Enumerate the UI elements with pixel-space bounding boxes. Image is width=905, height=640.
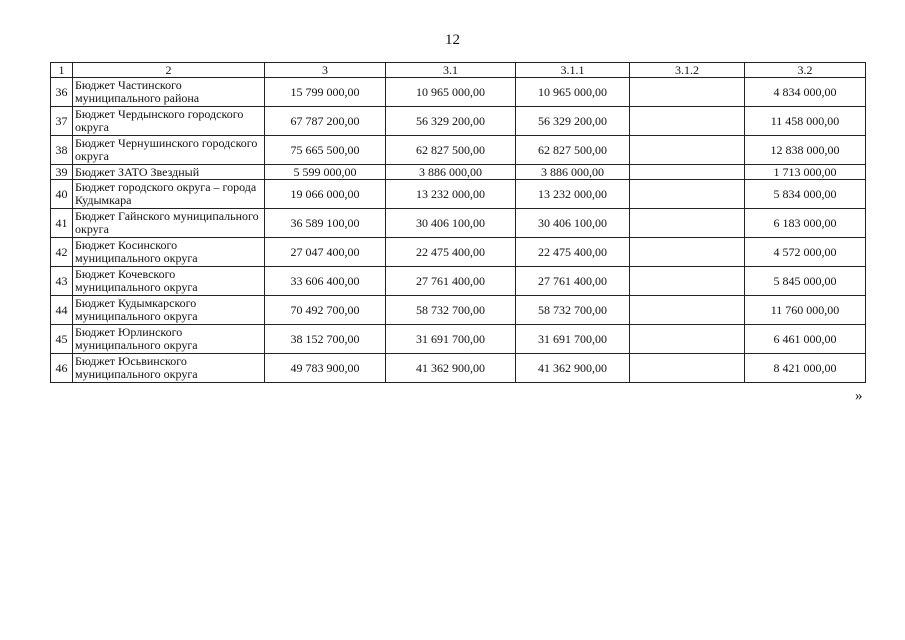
amount-3-1-1: 31 691 700,00 xyxy=(516,325,630,354)
header-col-3-1-1: 3.1.1 xyxy=(516,63,630,78)
amount-3-1-2 xyxy=(630,325,745,354)
budget-table xyxy=(50,62,866,383)
header-col-3-2: 3.2 xyxy=(745,63,866,78)
amount-total: 49 783 900,00 xyxy=(265,354,386,383)
row-number: 45 xyxy=(51,325,73,354)
header-col-2: 2 xyxy=(73,63,265,78)
amount-3-1: 10 965 000,00 xyxy=(386,78,516,107)
amount-3-2: 1 713 000,00 xyxy=(745,165,866,180)
row-number: 43 xyxy=(51,267,73,296)
amount-3-1: 41 362 900,00 xyxy=(386,354,516,383)
amount-3-1-2 xyxy=(630,209,745,238)
amount-3-1-2 xyxy=(630,238,745,267)
amount-total: 67 787 200,00 xyxy=(265,107,386,136)
amount-3-1-1: 41 362 900,00 xyxy=(516,354,630,383)
table-row xyxy=(51,78,866,107)
row-number: 46 xyxy=(51,354,73,383)
budget-name: Бюджет Косинского муниципального округа xyxy=(73,238,265,267)
budget-name: Бюджет ЗАТО Звездный xyxy=(73,165,265,180)
row-number: 42 xyxy=(51,238,73,267)
amount-total: 15 799 000,00 xyxy=(265,78,386,107)
amount-3-1-1: 3 886 000,00 xyxy=(516,165,630,180)
amount-3-2: 11 760 000,00 xyxy=(745,296,866,325)
amount-3-2: 5 834 000,00 xyxy=(745,180,866,209)
row-number: 39 xyxy=(51,165,73,180)
amount-3-1: 62 827 500,00 xyxy=(386,136,516,165)
header-col-3-1-2: 3.1.2 xyxy=(630,63,745,78)
amount-total: 33 606 400,00 xyxy=(265,267,386,296)
amount-3-1-2 xyxy=(630,354,745,383)
table-header-row xyxy=(51,63,866,78)
amount-3-1-1: 13 232 000,00 xyxy=(516,180,630,209)
amount-3-2: 5 845 000,00 xyxy=(745,267,866,296)
amount-total: 5 599 000,00 xyxy=(265,165,386,180)
amount-3-2: 6 461 000,00 xyxy=(745,325,866,354)
table-row xyxy=(51,107,866,136)
amount-3-2: 6 183 000,00 xyxy=(745,209,866,238)
budget-name: Бюджет Юсьвинского муниципального округа xyxy=(73,354,265,383)
row-number: 36 xyxy=(51,78,73,107)
table-row xyxy=(51,267,866,296)
header-col-1: 1 xyxy=(51,63,73,78)
amount-3-2: 11 458 000,00 xyxy=(745,107,866,136)
amount-3-1-2 xyxy=(630,296,745,325)
table-row xyxy=(51,238,866,267)
table-row xyxy=(51,209,866,238)
budget-name: Бюджет Кудымкарского муниципального округа xyxy=(73,296,265,325)
amount-3-1-1: 22 475 400,00 xyxy=(516,238,630,267)
closing-quote-mark: » xyxy=(855,388,863,404)
budget-name: Бюджет Частинского муниципального района xyxy=(73,78,265,107)
budget-name: Бюджет Гайнского муниципального округа xyxy=(73,209,265,238)
amount-3-1-2 xyxy=(630,136,745,165)
budget-name: Бюджет Чернушинского городского округа xyxy=(73,136,265,165)
header-col-3-1: 3.1 xyxy=(386,63,516,78)
amount-3-1: 31 691 700,00 xyxy=(386,325,516,354)
row-number: 40 xyxy=(51,180,73,209)
amount-3-1-2 xyxy=(630,267,745,296)
amount-total: 38 152 700,00 xyxy=(265,325,386,354)
table-row xyxy=(51,354,866,383)
amount-total: 27 047 400,00 xyxy=(265,238,386,267)
amount-3-1-1: 58 732 700,00 xyxy=(516,296,630,325)
table-row xyxy=(51,165,866,180)
amount-total: 75 665 500,00 xyxy=(265,136,386,165)
amount-3-1-1: 56 329 200,00 xyxy=(516,107,630,136)
table-row xyxy=(51,180,866,209)
budget-name: Бюджет городского округа – города Кудымкара xyxy=(73,180,265,209)
row-number: 38 xyxy=(51,136,73,165)
amount-3-1: 30 406 100,00 xyxy=(386,209,516,238)
amount-3-2: 4 572 000,00 xyxy=(745,238,866,267)
amount-total: 70 492 700,00 xyxy=(265,296,386,325)
amount-3-2: 12 838 000,00 xyxy=(745,136,866,165)
row-number: 44 xyxy=(51,296,73,325)
amount-3-2: 8 421 000,00 xyxy=(745,354,866,383)
amount-total: 19 066 000,00 xyxy=(265,180,386,209)
amount-3-1-2 xyxy=(630,165,745,180)
budget-name: Бюджет Кочевского муниципального округа xyxy=(73,267,265,296)
amount-3-1-1: 62 827 500,00 xyxy=(516,136,630,165)
amount-total: 36 589 100,00 xyxy=(265,209,386,238)
amount-3-2: 4 834 000,00 xyxy=(745,78,866,107)
table-row xyxy=(51,325,866,354)
amount-3-1: 56 329 200,00 xyxy=(386,107,516,136)
table-row xyxy=(51,296,866,325)
amount-3-1-1: 27 761 400,00 xyxy=(516,267,630,296)
row-number: 41 xyxy=(51,209,73,238)
amount-3-1: 22 475 400,00 xyxy=(386,238,516,267)
amount-3-1-2 xyxy=(630,107,745,136)
amount-3-1-1: 30 406 100,00 xyxy=(516,209,630,238)
amount-3-1-2 xyxy=(630,180,745,209)
table-row xyxy=(51,136,866,165)
row-number: 37 xyxy=(51,107,73,136)
amount-3-1: 27 761 400,00 xyxy=(386,267,516,296)
budget-name: Бюджет Юрлинского муниципального округа xyxy=(73,325,265,354)
page-number: 12 xyxy=(445,32,460,48)
amount-3-1-2 xyxy=(630,78,745,107)
amount-3-1-1: 10 965 000,00 xyxy=(516,78,630,107)
amount-3-1: 13 232 000,00 xyxy=(386,180,516,209)
header-col-3: 3 xyxy=(265,63,386,78)
amount-3-1: 3 886 000,00 xyxy=(386,165,516,180)
amount-3-1: 58 732 700,00 xyxy=(386,296,516,325)
budget-name: Бюджет Чердынского городского округа xyxy=(73,107,265,136)
